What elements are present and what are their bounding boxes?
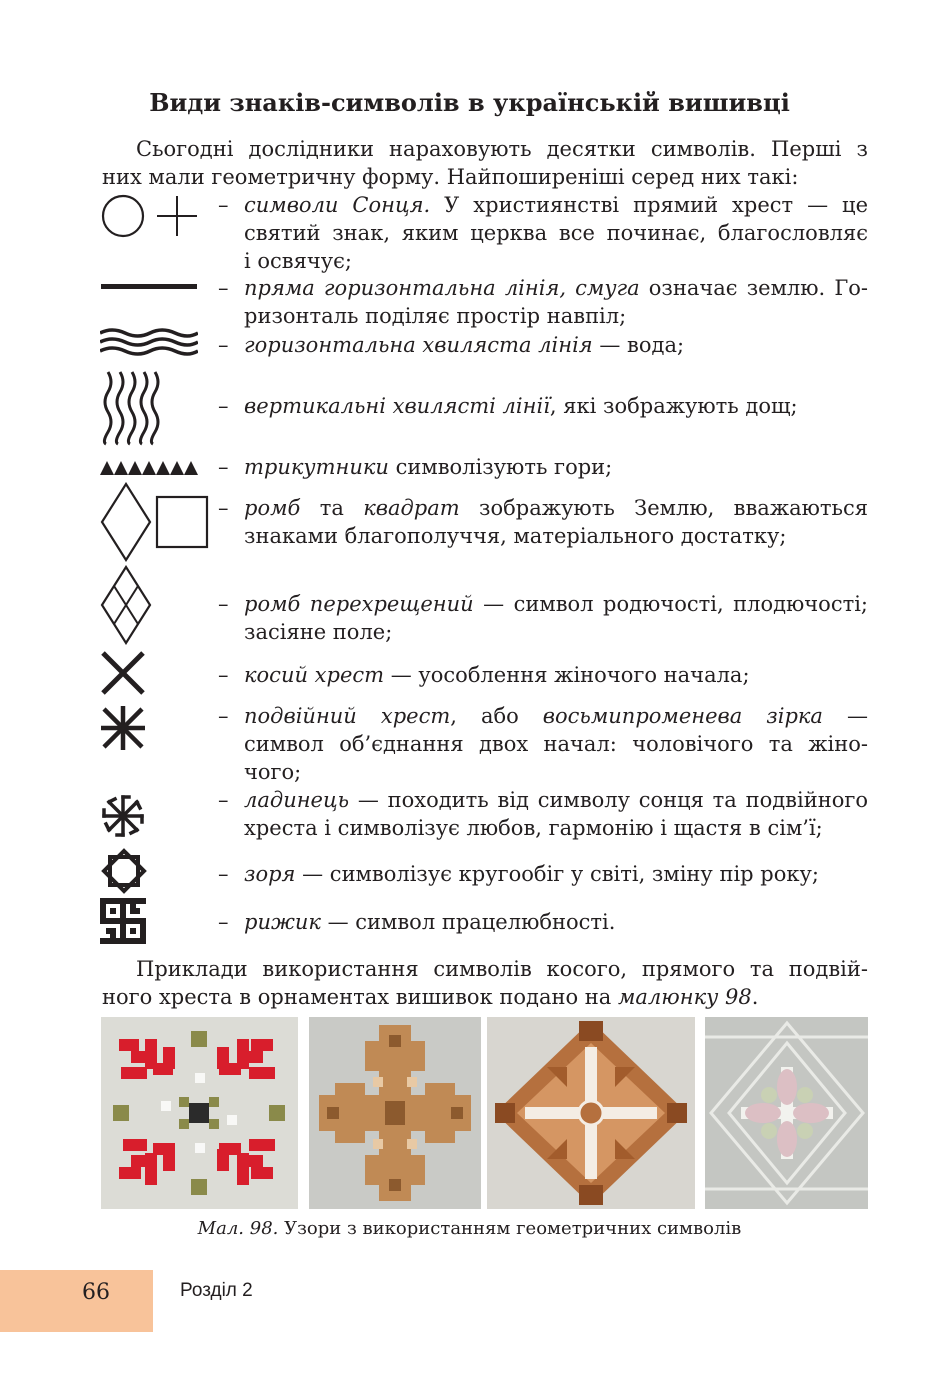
item-text: святий знак, яким церква все починає, благословляє	[244, 221, 868, 245]
section-label: Розділ 2	[180, 1280, 253, 1301]
item-term: квадрат	[363, 496, 460, 520]
item-term: ромб	[244, 496, 301, 520]
item-dash: –	[218, 455, 229, 479]
item-term: горизонтальна хвиляста лінія	[244, 333, 593, 357]
item-dash: –	[218, 910, 229, 934]
item-text: і освячує;	[244, 249, 352, 273]
item-term: ладинець	[244, 788, 350, 812]
item-term: ромб перехрещений	[244, 592, 474, 616]
item-dash: –	[218, 394, 229, 418]
oblique-cross-icon	[100, 650, 146, 696]
zorya-icon	[100, 848, 148, 894]
page-number-box	[0, 1270, 153, 1332]
item-text: символ об’єднання двох начал: чоловічого та жіно-	[244, 732, 868, 756]
item-dash: –	[218, 496, 229, 520]
item-term: зоря	[244, 862, 296, 886]
outro-line-2: ного хреста в орнаментах вишивок подано на	[102, 985, 618, 1009]
embroidery-photo-2	[309, 1017, 481, 1209]
item-text: зображують Землю, вважаються	[459, 496, 868, 520]
outro-line-2-end: .	[751, 985, 759, 1009]
embroidery-photo-4	[705, 1017, 868, 1209]
figure-reference: малюнку 98	[617, 985, 752, 1009]
double-cross-icon	[100, 705, 146, 751]
figure-caption	[0, 1218, 939, 1239]
item-text: знаками благополуччя, матеріального достатку;	[244, 524, 787, 548]
outro-paragraph	[102, 955, 868, 1011]
item-dash: –	[218, 862, 229, 886]
item-dash: –	[218, 788, 229, 812]
outro-line-1: Приклади використання символів косого, прямого та подвій-	[136, 957, 868, 981]
horizontal-wave-icon	[100, 327, 198, 357]
item-text: хреста і символізує любов, гармонію і щастя в сім’ї;	[244, 816, 823, 840]
item-text: засіяне поле;	[244, 620, 393, 644]
page-title: Види знаків-символів в українській вишивці	[149, 88, 790, 117]
item-text: — символ працелюбності.	[320, 910, 616, 934]
ladynets-icon	[100, 793, 146, 839]
item-text: — символ родючості, плодючості;	[473, 592, 868, 616]
square-icon	[155, 495, 209, 549]
item-term: косий хрест	[244, 663, 385, 687]
cross-icon	[156, 195, 198, 237]
item-dash: –	[218, 592, 229, 616]
caption-text: Узори з використанням геометричних символів	[278, 1218, 742, 1239]
item-text: — походить від символу сонця та подвійного	[349, 788, 868, 812]
crossed-rhombus-icon	[100, 565, 152, 645]
item-term: восьмипроменева зірка	[542, 704, 823, 728]
item-text: , або	[450, 704, 543, 728]
item-dash: –	[218, 663, 229, 687]
item-text: —	[822, 704, 868, 728]
embroidery-photo-3	[487, 1017, 695, 1209]
item-dash: –	[218, 704, 229, 728]
item-text: — вода;	[592, 333, 685, 357]
item-text: У християнстві прямий хрест — це	[430, 193, 868, 217]
item-text: та	[300, 496, 364, 520]
caption-label: Мал. 98.	[197, 1218, 279, 1239]
horizontal-line-icon	[101, 283, 197, 291]
ryzhyk-icon	[100, 898, 146, 944]
vertical-waves-icon	[100, 370, 162, 446]
item-term: пряма горизонтальна лінія, смуга	[244, 276, 640, 300]
item-term: трикутники	[244, 455, 389, 479]
item-text: означає землю. Го-	[639, 276, 868, 300]
intro-line-2: них мали геометричну форму. Найпоширеніші серед них такі:	[102, 165, 799, 189]
page-number: 66	[82, 1280, 110, 1305]
intro-paragraph	[102, 135, 868, 191]
item-term: рижик	[244, 910, 321, 934]
embroidery-photo-1	[101, 1017, 298, 1209]
triangles-icon	[100, 458, 200, 476]
item-term: подвійний хрест	[244, 704, 451, 728]
circle-icon	[100, 193, 146, 239]
intro-line-1: Сьогодні дослідники нараховують десятки символів. Перші з	[136, 137, 868, 161]
item-term: вертикальні хвилясті лінії	[244, 394, 550, 418]
item-text: , які зображують дощ;	[549, 394, 798, 418]
item-dash: –	[218, 193, 229, 217]
item-text: — уособлення жіночого начала;	[384, 663, 750, 687]
item-text: — символізує кругообіг у світі, зміну пір року;	[295, 862, 819, 886]
item-dash: –	[218, 276, 229, 300]
item-text: чого;	[244, 760, 302, 784]
item-text: ризонталь поділяє простір навпіл;	[244, 304, 627, 328]
item-text: символізують гори;	[388, 455, 613, 479]
item-term: символи Сонця.	[244, 193, 431, 217]
rhombus-icon	[100, 482, 152, 562]
item-dash: –	[218, 333, 229, 357]
